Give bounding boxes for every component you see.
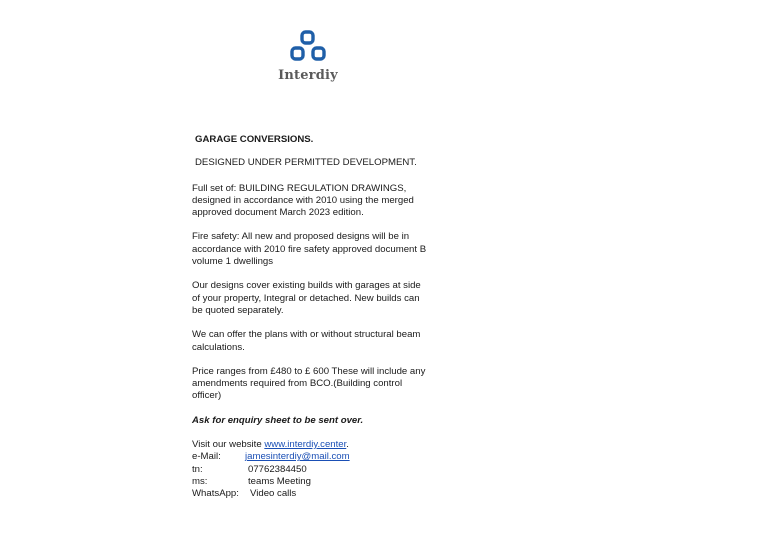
website-link[interactable]: www.interdiy.center [264, 439, 347, 451]
paragraph-line: We can offer the plans with or without structural beam [192, 329, 421, 341]
paragraph-line: volume 1 dwellings [192, 256, 274, 268]
paragraph-plans [192, 329, 442, 354]
email-row [192, 451, 442, 463]
paragraph-line: Our designs cover existing builds with garages at side [192, 280, 421, 292]
website-prefix: Visit our website [192, 439, 265, 451]
paragraph-line: of your property, Integral or detached. New builds can [192, 292, 420, 304]
paragraph-line: Fire safety: All new and proposed designs will be in [192, 231, 410, 243]
paragraph-line: Price ranges from £480 to £ 600 These will include any [192, 365, 426, 377]
document-body [192, 134, 442, 501]
enquiry-note: Ask for enquiry sheet to be sent over. [192, 414, 364, 426]
doc-heading: GARAGE CONVERSIONS. [195, 134, 314, 145]
paragraph-line: approved document March 2023 edition. [192, 207, 364, 219]
paragraph-coverage [192, 280, 442, 317]
doc-subheading: DESIGNED UNDER PERMITTED DEVELOPMENT. [195, 157, 417, 169]
paragraph-fire-safety [192, 231, 442, 268]
paragraph-pricing [192, 366, 442, 403]
ms-row [192, 476, 442, 488]
brand-name: Interdiy [278, 68, 338, 83]
paragraph-line: be quoted separately. [192, 304, 284, 316]
brand-logo [268, 28, 348, 88]
paragraph-drawings [192, 183, 442, 220]
contact-block [192, 439, 442, 500]
paragraph-line: designed in accordance with 2010 using the merged [192, 194, 414, 206]
tn-value: 07762384450 [248, 463, 307, 475]
whatsapp-row [192, 488, 442, 500]
website-line [192, 439, 442, 451]
interdiy-logo-icon [290, 30, 326, 62]
website-suffix: . [346, 439, 349, 451]
paragraph-line: officer) [192, 390, 222, 402]
paragraph-line: calculations. [192, 341, 245, 353]
email-label: e-Mail: [192, 451, 221, 463]
paragraph-line: accordance with 2010 fire safety approved document B [192, 243, 427, 255]
ms-value: teams Meeting [248, 475, 311, 487]
paragraph-line: Full set of: BUILDING REGULATION DRAWINGS, [192, 182, 407, 194]
paragraph-line: amendments required from BCO.(Building control [192, 378, 403, 390]
whatsapp-value: Video calls [250, 488, 297, 500]
tn-label: tn: [192, 463, 203, 475]
whatsapp-label: WhatsApp: [192, 488, 239, 500]
tn-row [192, 464, 442, 476]
email-link[interactable]: jamesinterdiy@mail.com [245, 451, 350, 463]
ms-label: ms: [192, 475, 208, 487]
